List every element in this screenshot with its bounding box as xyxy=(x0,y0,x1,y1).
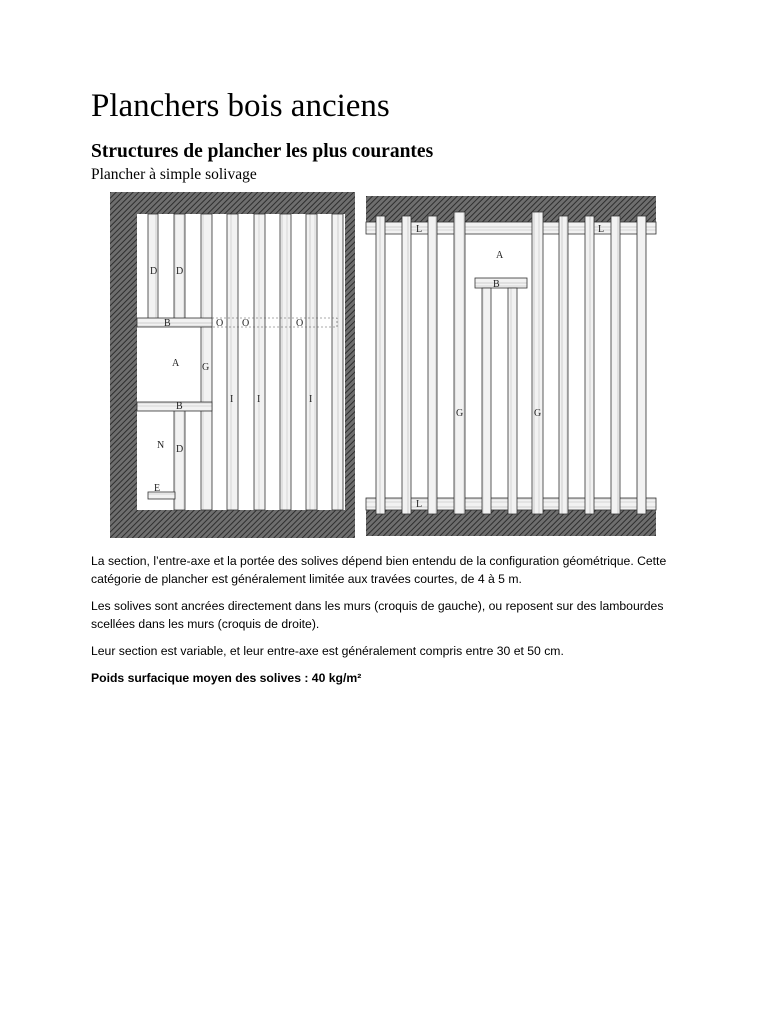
right-label-g1: G xyxy=(456,408,464,419)
right-label-l3: L xyxy=(416,499,423,510)
left-label-n: N xyxy=(157,440,165,451)
left-label-i1: I xyxy=(230,394,234,405)
left-sketch xyxy=(110,192,355,538)
left-label-d3: D xyxy=(176,444,184,455)
subheading: Plancher à simple solivage xyxy=(91,166,257,183)
paragraph-section-span: La section, l’entre-axe et la portée des solives dépend bien entendu de la configuration géométrique. Cette catégorie de plancher est généralement limitée aux travées courtes, de 4 à 5 m. xyxy=(91,554,667,586)
paragraph-spacing: Leur section est variable, et leur entre-axe est généralement compris entre 30 et 50 cm. xyxy=(91,644,564,658)
right-sketch xyxy=(366,196,656,536)
left-label-o2: O xyxy=(242,318,250,329)
left-label-b2: B xyxy=(176,401,183,412)
left-label-g: G xyxy=(202,362,210,373)
left-label-e: E xyxy=(154,483,161,494)
paragraph-weight: Poids surfacique moyen des solives : 40 kg/m² xyxy=(91,671,362,685)
right-label-l2: L xyxy=(598,224,605,235)
right-label-a: A xyxy=(496,250,504,261)
page-title: Planchers bois anciens xyxy=(91,88,390,124)
right-label-l1: L xyxy=(416,224,423,235)
left-label-o1: O xyxy=(216,318,224,329)
right-label-b: B xyxy=(493,279,500,290)
left-label-i2: I xyxy=(257,394,261,405)
left-label-d2: D xyxy=(176,266,184,277)
left-label-o3: O xyxy=(296,318,304,329)
left-label-i3: I xyxy=(309,394,313,405)
floor-structure-figure xyxy=(110,192,660,538)
paragraph-anchoring: Les solives sont ancrées directement dans les murs (croquis de gauche), ou reposent sur des lambourdes scellées dans les murs (croquis de droite). xyxy=(91,599,664,631)
left-label-b1: B xyxy=(164,318,171,329)
right-label-g2: G xyxy=(534,408,542,419)
left-label-d1: D xyxy=(150,266,158,277)
left-label-a: A xyxy=(172,358,180,369)
section-heading: Structures de plancher les plus courantes xyxy=(91,141,434,162)
